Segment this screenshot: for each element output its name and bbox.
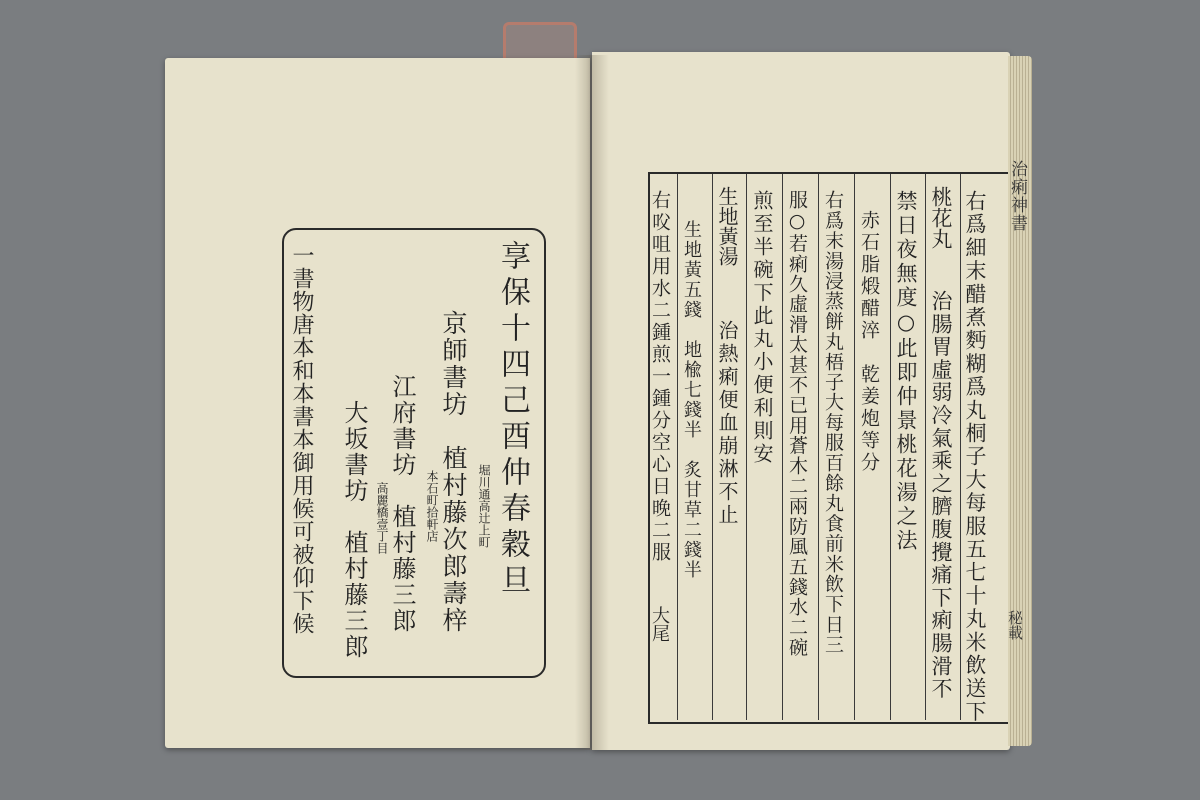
text-column-10: 治熱痢便血崩淋不止 (715, 320, 739, 527)
colophon-publisher-kyoto: 京師書坊 植村藤次郎壽梓 (439, 310, 468, 634)
column-rule (925, 174, 926, 720)
text-column-8: 煎至半碗下此丸小便利則安 (750, 190, 774, 466)
colophon-notice: 一書物唐本和本書本御用候可被仰下候 (289, 244, 314, 635)
book-gutter (575, 55, 609, 750)
side-title: 治痢神書 (1007, 160, 1027, 232)
text-column-11: 生地黃五錢 地楡七錢半 炙甘草二錢半 (681, 220, 702, 580)
column-rule (890, 174, 891, 720)
text-column-6: 右爲末湯浸蒸餅丸梧子大每服百餘丸食前米飲下日三 (822, 190, 844, 655)
text-column-3-heading: 桃花丸 (929, 186, 953, 249)
column-rule (854, 174, 855, 720)
column-rule (746, 174, 747, 720)
column-rule (782, 174, 783, 720)
colophon-address-osaka: 高麗橋壹丁目 (375, 482, 389, 554)
colophon-publisher-osaka: 大坂書坊 植村藤三郎 (340, 400, 368, 660)
text-column-9-heading: 生地黃湯 (715, 186, 739, 266)
column-rule (818, 174, 819, 720)
colophon-address-edo: 本石町拾軒店 (425, 470, 439, 542)
colophon-date: 享保十四己酉仲春穀旦 (495, 240, 530, 600)
colophon-address-kyoto: 堀川通高辻上町 (477, 464, 491, 548)
text-column-5: 赤石脂煅醋淬 乾姜炮等分 (858, 210, 880, 474)
column-rule (677, 174, 678, 720)
end-mark: 大尾 (649, 606, 670, 642)
column-rule (960, 174, 961, 720)
colophon-publisher-edo: 江府書坊 植村藤三郎 (388, 374, 416, 634)
column-rule (712, 174, 713, 720)
side-title-lower: 秘載 (1006, 610, 1024, 640)
text-column-2: 治腸胃虛弱冷氣乘之臍腹攪痛下痢腸滑不 (929, 290, 953, 701)
text-column-7: 服○若痢久虛滑太甚不已用蒼木二兩防風五錢水二碗 (786, 190, 808, 658)
text-column-12: 右㕮咀用水二鍾煎一鍾分空心日晚二服 (649, 190, 671, 564)
text-column-4: 禁日夜無度○此即仲景桃花湯之法 (894, 190, 918, 553)
text-column-1: 右爲細末醋煮麪糊爲丸桐子大每服五七十丸米飲送下 (963, 190, 987, 724)
